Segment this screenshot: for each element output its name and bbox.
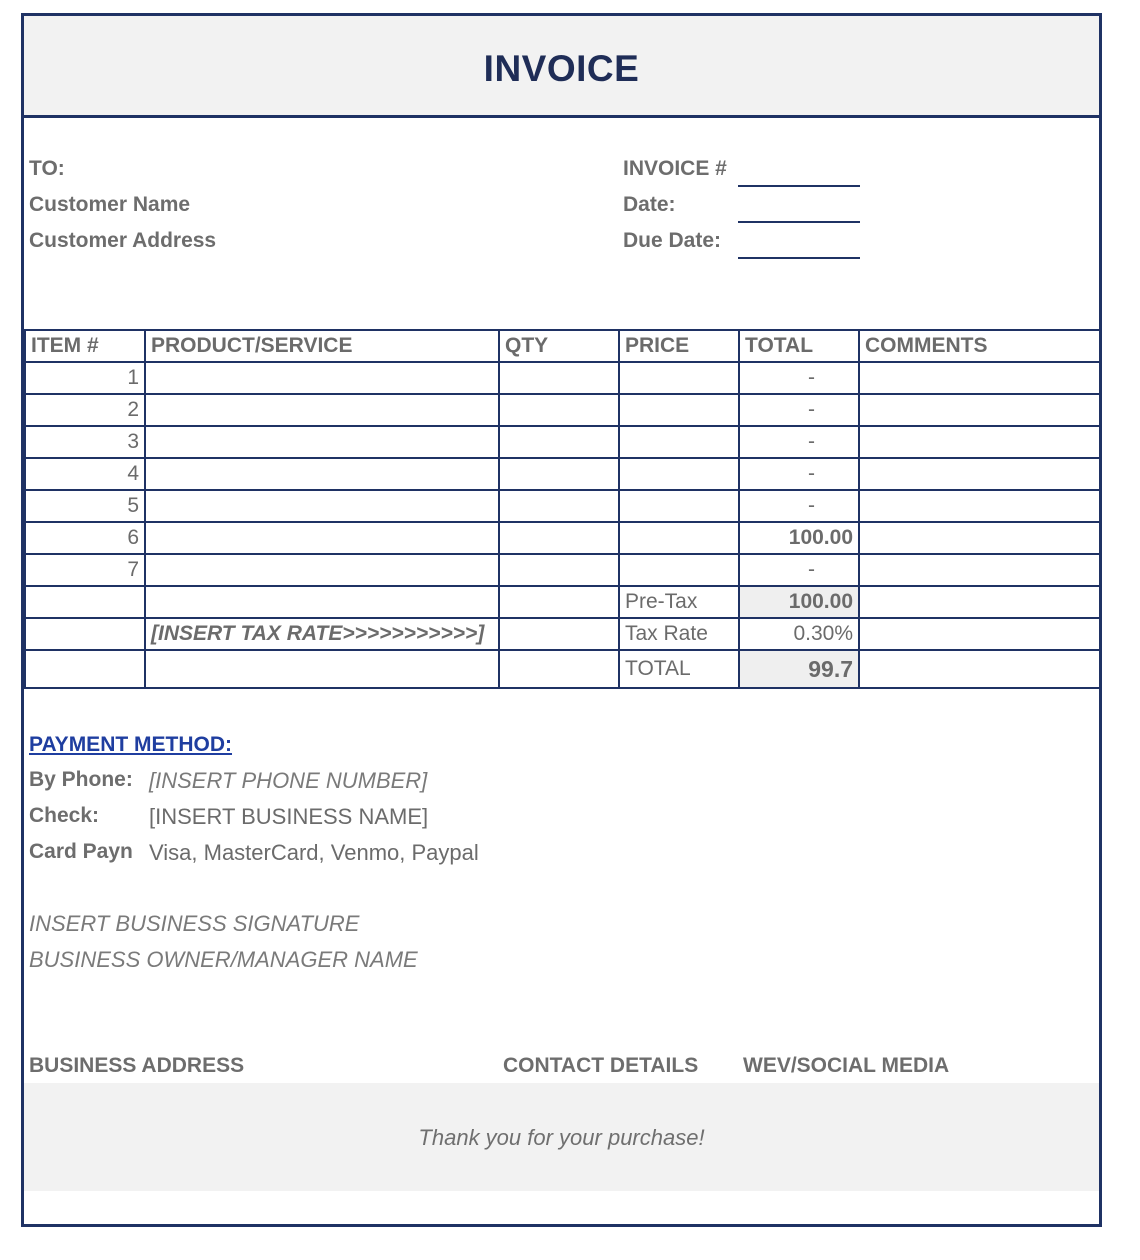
total-cell: - <box>739 394 859 426</box>
header-total: TOTAL <box>739 330 859 362</box>
price-cell[interactable] <box>619 362 739 394</box>
empty-cell <box>859 586 1100 618</box>
total-cell: - <box>739 426 859 458</box>
item-number: 7 <box>25 554 145 586</box>
customer-name[interactable]: Customer Name <box>29 193 191 216</box>
table-header-row <box>25 330 1100 362</box>
empty-cell <box>25 650 145 688</box>
tax-rate-note[interactable]: [INSERT TAX RATE>>>>>>>>>>>] <box>145 618 499 650</box>
empty-cell <box>499 650 619 688</box>
price-cell[interactable] <box>619 490 739 522</box>
item-number: 4 <box>25 458 145 490</box>
empty-cell <box>145 650 499 688</box>
product-cell[interactable] <box>145 362 499 394</box>
footer-band <box>24 1083 1099 1191</box>
comments-cell[interactable] <box>859 394 1100 426</box>
header-price: PRICE <box>619 330 739 362</box>
comments-cell[interactable] <box>859 490 1100 522</box>
item-number: 6 <box>25 522 145 554</box>
empty-cell <box>859 650 1100 688</box>
due-date-label: Due Date: <box>623 229 722 252</box>
product-cell[interactable] <box>145 394 499 426</box>
card-label: Card Payn <box>29 840 133 863</box>
contact-details-label: CONTACT DETAILS <box>503 1054 699 1077</box>
item-number: 2 <box>25 394 145 426</box>
date-field[interactable] <box>738 221 860 223</box>
check-label: Check: <box>29 804 100 827</box>
empty-cell <box>145 586 499 618</box>
comments-cell[interactable] <box>859 458 1100 490</box>
total-cell: - <box>739 362 859 394</box>
total-cell: 100.00 <box>739 522 859 554</box>
web-social-label: WEV/SOCIAL MEDIA <box>743 1054 950 1077</box>
qty-cell[interactable] <box>499 362 619 394</box>
comments-cell[interactable] <box>859 426 1100 458</box>
price-cell[interactable] <box>619 554 739 586</box>
header-product: PRODUCT/SERVICE <box>145 330 499 362</box>
title-bar <box>24 16 1099 118</box>
phone-label: By Phone: <box>29 768 133 791</box>
table-row <box>25 362 1100 394</box>
qty-cell[interactable] <box>499 394 619 426</box>
line-items-table <box>24 329 1101 689</box>
tax-rate-row <box>25 618 1100 650</box>
qty-cell[interactable] <box>499 426 619 458</box>
total-cell: - <box>739 458 859 490</box>
due-date-field[interactable] <box>738 257 860 259</box>
price-cell[interactable] <box>619 458 739 490</box>
comments-cell[interactable] <box>859 362 1100 394</box>
customer-address[interactable]: Customer Address <box>29 229 217 252</box>
invoice-number-label: INVOICE # <box>623 157 727 180</box>
qty-cell[interactable] <box>499 490 619 522</box>
grand-total-row <box>25 650 1100 688</box>
total-cell: - <box>739 490 859 522</box>
table-row <box>25 490 1100 522</box>
business-address-label: BUSINESS ADDRESS <box>29 1054 245 1077</box>
total-cell: - <box>739 554 859 586</box>
header-qty: QTY <box>499 330 619 362</box>
empty-cell <box>25 618 145 650</box>
table-row <box>25 426 1100 458</box>
item-number: 5 <box>25 490 145 522</box>
grand-total-label: TOTAL <box>619 650 739 688</box>
product-cell[interactable] <box>145 458 499 490</box>
card-value: Visa, MasterCard, Venmo, Paypal <box>149 840 479 865</box>
check-value[interactable]: [INSERT BUSINESS NAME] <box>149 804 429 829</box>
empty-cell <box>25 586 145 618</box>
grand-total-value: 99.7 <box>739 650 859 688</box>
qty-cell[interactable] <box>499 458 619 490</box>
qty-cell[interactable] <box>499 522 619 554</box>
comments-cell[interactable] <box>859 554 1100 586</box>
item-number: 3 <box>25 426 145 458</box>
price-cell[interactable] <box>619 426 739 458</box>
header-comments: COMMENTS <box>859 330 1100 362</box>
product-cell[interactable] <box>145 426 499 458</box>
product-cell[interactable] <box>145 490 499 522</box>
thank-you-message: Thank you for your purchase! <box>418 1125 705 1150</box>
tax-rate-label: Tax Rate <box>619 618 739 650</box>
payment-method-title: PAYMENT METHOD: <box>29 733 233 756</box>
product-cell[interactable] <box>145 522 499 554</box>
invoice-frame <box>21 13 1102 1227</box>
empty-cell <box>859 618 1100 650</box>
qty-cell[interactable] <box>499 554 619 586</box>
pretax-label: Pre-Tax <box>619 586 739 618</box>
invoice-number-field[interactable] <box>738 185 860 187</box>
to-label: TO: <box>29 157 65 180</box>
invoice-title: INVOICE <box>483 48 640 89</box>
comments-cell[interactable] <box>859 522 1100 554</box>
phone-value[interactable]: [INSERT PHONE NUMBER] <box>149 768 428 793</box>
manager-name-line[interactable]: BUSINESS OWNER/MANAGER NAME <box>29 947 418 972</box>
tax-rate-value[interactable]: 0.30% <box>739 618 859 650</box>
product-cell[interactable] <box>145 554 499 586</box>
price-cell[interactable] <box>619 394 739 426</box>
pretax-value: 100.00 <box>739 586 859 618</box>
empty-cell <box>499 586 619 618</box>
table-row <box>25 458 1100 490</box>
table-row <box>25 554 1100 586</box>
header-item: ITEM # <box>25 330 145 362</box>
empty-cell <box>499 618 619 650</box>
item-number: 1 <box>25 362 145 394</box>
table-row <box>25 522 1100 554</box>
pretax-row <box>25 586 1100 618</box>
price-cell[interactable] <box>619 522 739 554</box>
table-row <box>25 394 1100 426</box>
date-label: Date: <box>623 193 676 216</box>
signature-line[interactable]: INSERT BUSINESS SIGNATURE <box>29 911 360 936</box>
